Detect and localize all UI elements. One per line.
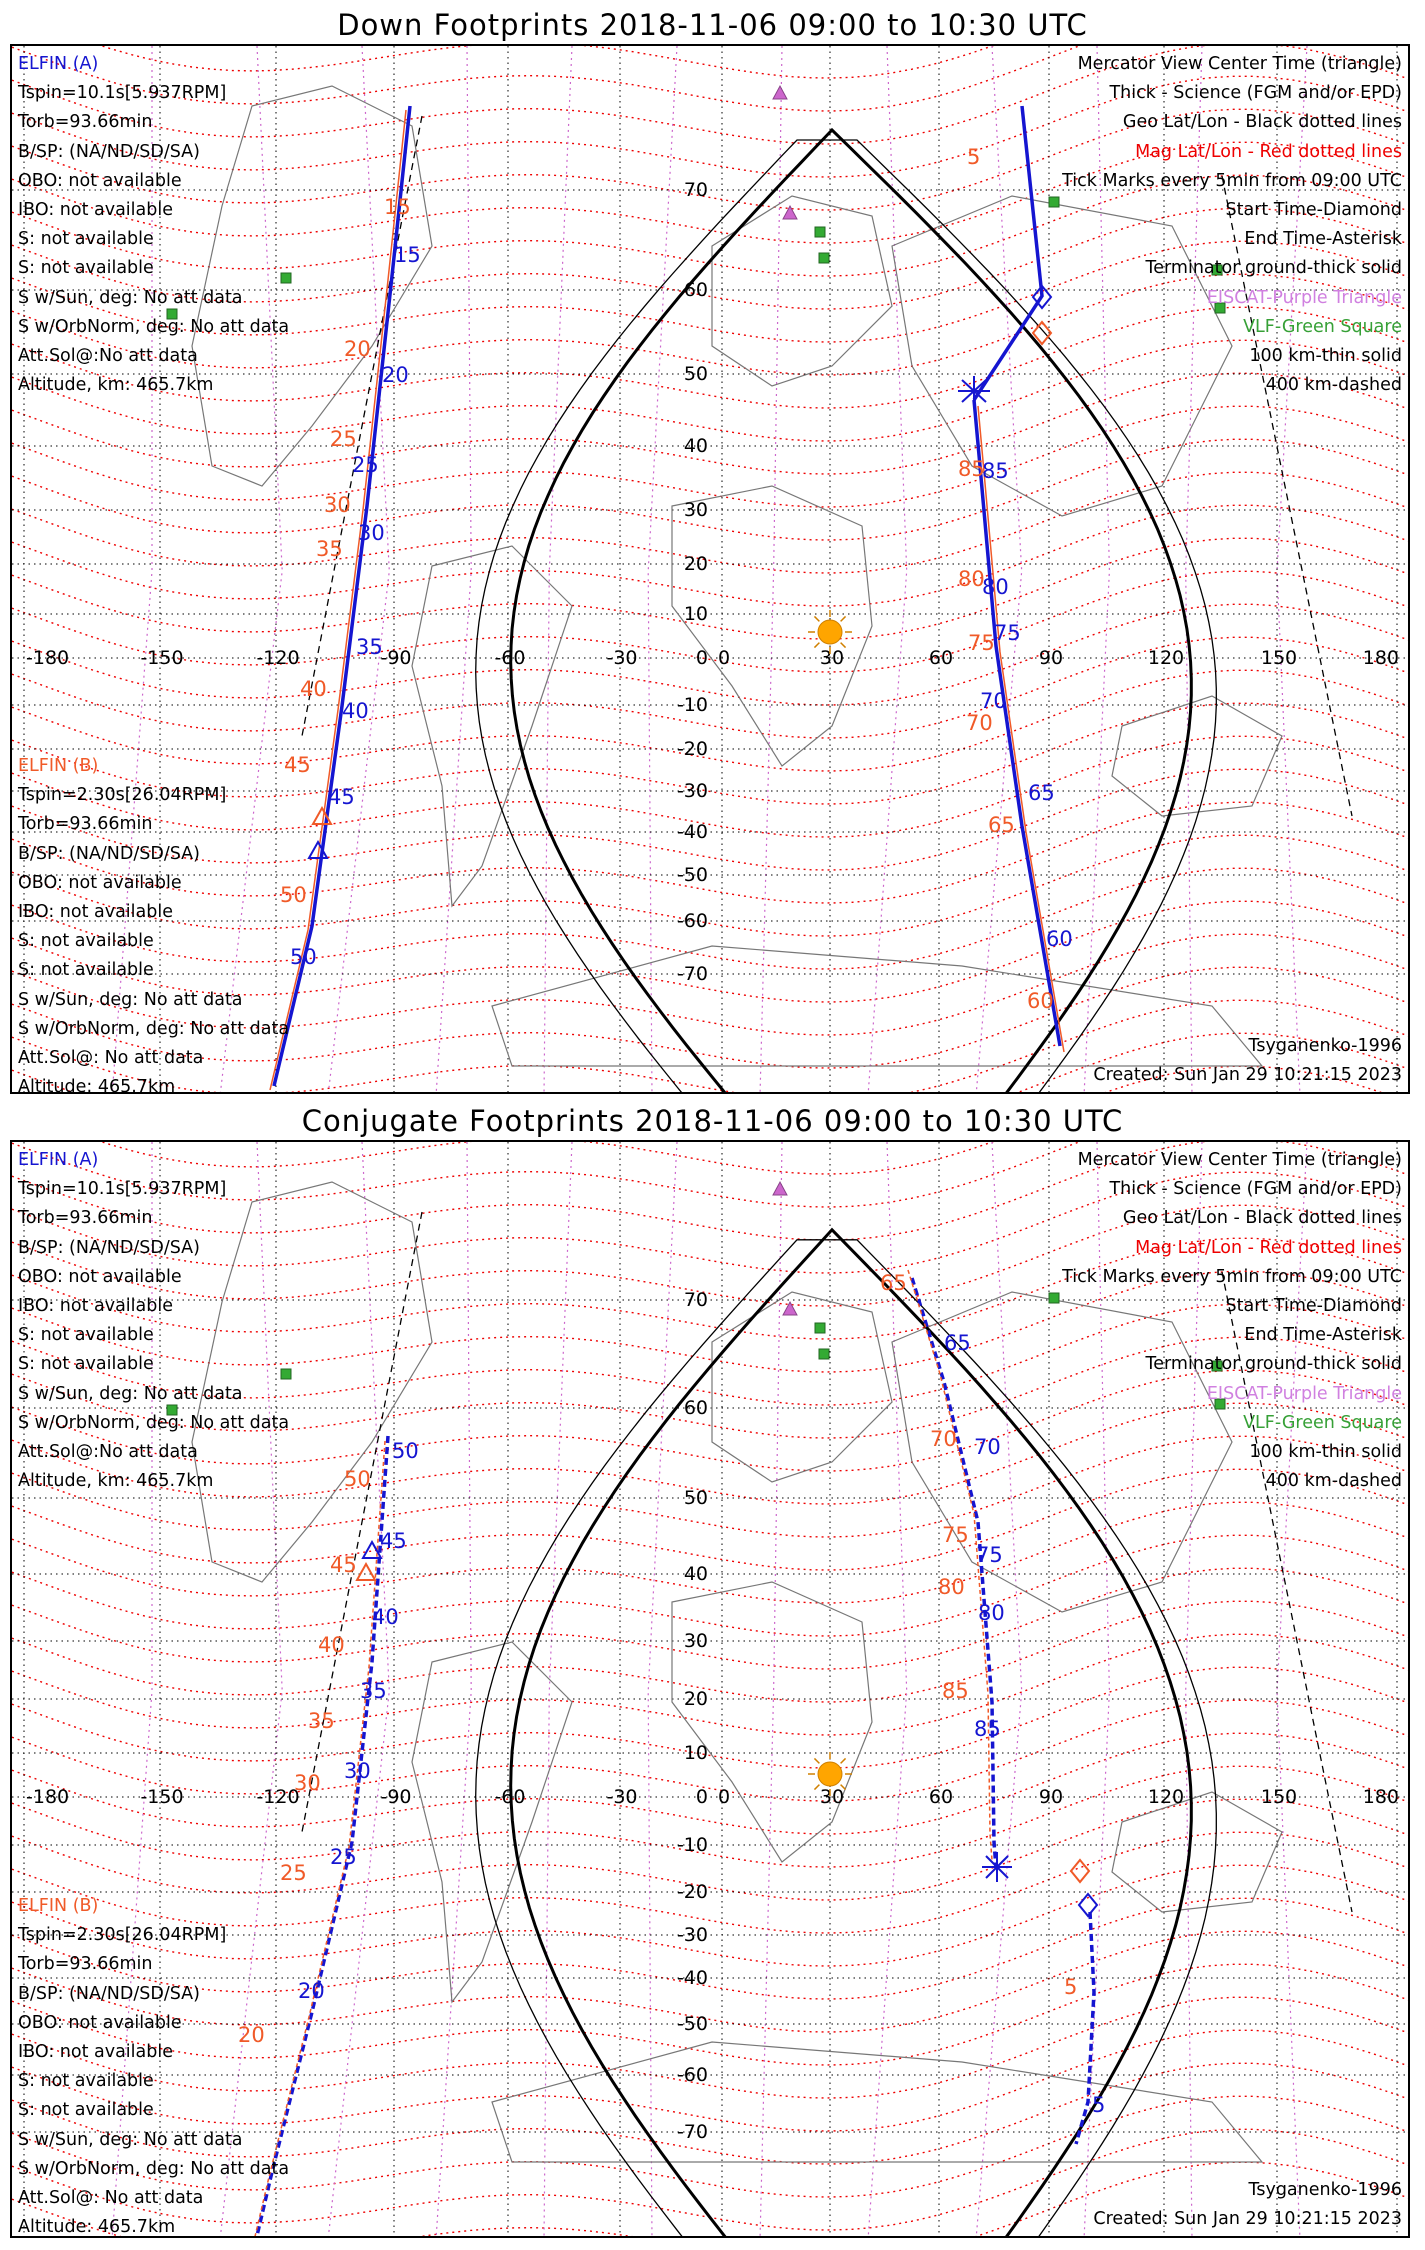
legend-start-time: Start Time-Diamond: [1225, 1296, 1402, 1317]
lat-tick-label: -30: [676, 780, 708, 802]
elfin-b-s-sun: S w/Sun, deg: No att data: [18, 2129, 243, 2150]
lon-tick-label: -60: [494, 647, 526, 669]
lat-tick-label: 30: [683, 499, 708, 521]
lon-tick-label: 180: [1362, 647, 1399, 669]
elfin-b-info: [18, 752, 289, 1094]
mag-lat-line: [12, 1535, 1410, 1636]
track-tick-label: 75: [942, 1523, 969, 1547]
elfin-a-ibo: IBO: not available: [18, 200, 173, 221]
track-tick-label: 15: [394, 243, 421, 267]
legend-view-center: Mercator View Center Time (triangle): [1077, 54, 1402, 74]
lon-tick-label: -60: [494, 1786, 526, 1808]
elfin-a-obo: OBO: not available: [18, 1266, 182, 1287]
mag-lat-line: [12, 1799, 1410, 1900]
track-tick-label: 70: [974, 1435, 1001, 1459]
mag-lon-line: [544, 1142, 572, 2238]
elfin-a-label: ELFIN (A): [18, 1150, 99, 1170]
elfin-b-center-triangle-icon: [357, 1564, 375, 1580]
track-tick-label: 40: [300, 677, 327, 701]
elfin-a-tspin: Tspin=10.1s[5.937RPM]: [18, 1179, 227, 1200]
track-tick-label: 40: [342, 699, 369, 723]
track-tick-label: 80: [958, 567, 985, 591]
mag-lon-line: [868, 1142, 907, 2238]
sun-icon: [818, 1762, 842, 1786]
mag-lat-line: [12, 1601, 1410, 1702]
lat-tick-label: -70: [676, 963, 708, 985]
elfin-b-torb: Torb=93.66min: [18, 1954, 153, 1975]
elfin-a-altitude: Altitude, km: 465.7km: [18, 1471, 214, 1492]
mag-lat-line: [12, 637, 1410, 738]
vlf-square-icon: [1049, 1293, 1059, 1303]
lat-tick-label: 30: [683, 1630, 708, 1652]
elfin-a-ibo: IBO: not available: [18, 1296, 173, 1317]
elfin-a-info: [18, 50, 289, 400]
lon-tick-label: 120: [1147, 1786, 1185, 1808]
track-tick-label: 5: [1064, 1975, 1078, 1999]
legend-mag-grid: Mag Lat/Lon - Red dotted lines: [1135, 1237, 1402, 1258]
elfin-b-torb: Torb=93.66min: [18, 814, 153, 835]
eiscat-triangle-icon: [783, 206, 797, 219]
lat-tick-label: -60: [676, 2064, 708, 2086]
track-tick-label: 40: [372, 1605, 399, 1629]
legend-vlf: VLF-Green Square: [1243, 316, 1402, 337]
lat-tick-label: -50: [676, 2013, 708, 2035]
elfin-a-s-sun: S w/Sun, deg: No att data: [18, 1383, 243, 1404]
elfin-a-label: ELFIN (A): [18, 54, 99, 74]
elfin-a-obo: OBO: not available: [18, 170, 182, 191]
legend-mag-grid: Mag Lat/Lon - Red dotted lines: [1135, 141, 1402, 162]
lon-tick-label: -90: [380, 647, 412, 669]
track-tick-label: 85: [982, 459, 1009, 483]
vlf-square-icon: [819, 253, 829, 263]
lat-tick-label: 60: [683, 279, 708, 301]
created-date: Created: Sun Jan 29 10:21:15 2023: [1093, 1065, 1402, 1086]
lat-tick-label: 70: [683, 1289, 708, 1311]
eiscat-triangle-icon: [773, 86, 787, 99]
legend-geo-grid: Geo Lat/Lon - Black dotted lines: [1122, 112, 1402, 133]
track-tick-label: 65: [880, 1271, 907, 1295]
legend-tick-marks: Tick Marks every 5min from 09:00 UTC: [1062, 170, 1402, 191]
track-tick-label: 25: [280, 1861, 307, 1885]
lon-tick-label: -150: [140, 1786, 184, 1808]
elfin-a-s2: S: not available: [18, 1354, 154, 1375]
model-credit: [1093, 2176, 1402, 2234]
panel-conjugate-title: Conjugate Footprints 2018-11-06 09:00 to 10:30 UTC: [301, 1104, 1124, 1138]
elfin-a-s2: S: not available: [18, 258, 154, 279]
track-tick-label: 50: [392, 1439, 419, 1463]
continent-outline: [672, 486, 872, 766]
elfin-a-s-orbnorm: S w/OrbNorm, deg: No att data: [18, 316, 290, 337]
eiscat-triangle-icon: [773, 1182, 787, 1195]
lat-tick-label: 20: [683, 1688, 708, 1710]
vlf-square-icon: [815, 1323, 825, 1333]
lon-tick-label: 60: [928, 1786, 954, 1808]
track-tick-label: 70: [930, 1427, 957, 1451]
vlf-square-icon: [819, 1349, 829, 1359]
lat-tick-label: 70: [683, 179, 708, 201]
track-tick-label: 15: [384, 195, 411, 219]
lat-tick-label: 0: [695, 1786, 708, 1808]
track-tick-label: 25: [330, 427, 357, 451]
elfin-a-s1: S: not available: [18, 1325, 154, 1346]
track-tick-label: 75: [968, 631, 995, 655]
lon-tick-label: 150: [1260, 1786, 1298, 1808]
legend-view-center: Mercator View Center Time (triangle): [1077, 1150, 1402, 1170]
elfin-a-bsp: B/SP: (NA/ND/SD/SA): [18, 1237, 200, 1258]
track-tick-label: 45: [284, 753, 311, 777]
track-tick-label: 25: [352, 453, 379, 477]
vlf-square-icon: [1049, 197, 1059, 207]
lon-tick-label: 90: [1038, 647, 1064, 669]
mag-lat-line: [12, 1700, 1410, 1801]
elfin-b-tspin: Tspin=2.30s[26.04RPM]: [18, 785, 227, 806]
lat-tick-label: -50: [676, 864, 708, 886]
lat-tick-label: 0: [695, 647, 708, 669]
lon-tick-label: 60: [928, 647, 954, 669]
elfin-a-bsp: B/SP: (NA/ND/SD/SA): [18, 141, 200, 162]
elfin-b-tspin: Tspin=2.30s[26.04RPM]: [18, 1925, 227, 1946]
track-tick-label: 70: [980, 689, 1007, 713]
track-tick-label: 80: [978, 1601, 1005, 1625]
lat-tick-label: 40: [683, 435, 708, 457]
lat-tick-label: 10: [683, 603, 708, 625]
sun-ray: [814, 616, 819, 621]
elfin-b-s-orbnorm: S w/OrbNorm, deg: No att data: [18, 2158, 290, 2179]
track-tick-label: 60: [1046, 927, 1073, 951]
track-tick-label: 20: [298, 1979, 325, 2003]
sun-icon: [818, 620, 842, 644]
continent-outline: [492, 2042, 1262, 2162]
track-tick-label: 75: [994, 621, 1021, 645]
elfin-a-track-east: [912, 1278, 996, 1868]
lat-tick-label: 20: [683, 553, 708, 575]
lat-tick-label: 50: [683, 363, 708, 385]
panel-conjugate: [10, 1140, 1410, 2238]
sun-ray: [841, 1758, 846, 1763]
track-tick-label: 65: [944, 1331, 971, 1355]
lon-tick-label: 0: [717, 647, 731, 669]
mag-lat-line: [12, 1568, 1410, 1669]
elfin-b-label: ELFIN (B): [18, 756, 99, 776]
elfin-a-s-sun: S w/Sun, deg: No att data: [18, 287, 243, 308]
terminator-400km-west: [302, 1212, 422, 1832]
lat-tick-label: -20: [676, 738, 708, 760]
track-tick-label: 80: [938, 1575, 965, 1599]
lat-tick-label: -40: [676, 821, 708, 843]
created-date: Created: Sun Jan 29 10:21:15 2023: [1093, 2209, 1402, 2230]
elfin-b-info: [18, 1892, 289, 2238]
continent-outline: [712, 196, 892, 386]
track-tick-label: 80: [982, 575, 1009, 599]
lon-tick-label: 90: [1038, 1786, 1064, 1808]
track-tick-label: 70: [966, 711, 993, 735]
track-tick-label: 20: [238, 2023, 265, 2047]
elfin-b-track-west: [270, 110, 406, 1090]
continent-outline: [672, 1582, 872, 1862]
sun-ray: [814, 1758, 819, 1763]
legend-terminator: Terminator ground-thick solid: [1145, 258, 1402, 279]
lat-tick-label: -10: [676, 694, 708, 716]
lat-tick-label: 10: [683, 1742, 708, 1764]
elfin-a-s1: S: not available: [18, 229, 154, 250]
elfin-a-s-orbnorm: S w/OrbNorm, deg: No att data: [18, 1412, 290, 1433]
legend-end-time: End Time-Asterisk: [1244, 1325, 1402, 1346]
track-tick-label: 30: [294, 1771, 321, 1795]
track-tick-label: 75: [976, 1543, 1003, 1567]
elfin-b-ibo: IBO: not available: [18, 902, 173, 923]
eiscat-triangle-icon: [783, 1302, 797, 1315]
elfin-b-altitude: Altitude: 465.7km: [18, 2217, 176, 2238]
track-tick-label: 5: [1092, 2093, 1106, 2117]
lon-tick-label: -150: [140, 647, 184, 669]
elfin-b-label: ELFIN (B): [18, 1896, 99, 1916]
mag-lat-line: [12, 1634, 1410, 1735]
track-tick-label: 35: [308, 1709, 335, 1733]
lon-tick-label: -90: [380, 1786, 412, 1808]
model-name: Tsyganenko-1996: [1248, 2180, 1402, 2200]
lon-tick-label: -120: [256, 647, 300, 669]
continent-outline: [1112, 1792, 1282, 1912]
elfin-b-attsol: Att.Sol@: No att data: [18, 2188, 204, 2209]
elfin-a-torb: Torb=93.66min: [18, 1208, 153, 1229]
lat-tick-label: -10: [676, 1834, 708, 1856]
track-tick-label: 45: [330, 1553, 357, 1577]
panel-down: [10, 44, 1410, 1094]
elfin-b-obo: OBO: not available: [18, 2012, 182, 2033]
legend-400km: 400 km-dashed: [1265, 1471, 1402, 1492]
elfin-a-attsol: Att.Sol@:No att data: [18, 1442, 198, 1463]
vlf-square-icon: [815, 227, 825, 237]
track-tick-label: 20: [344, 337, 371, 361]
track-tick-label: 85: [958, 457, 985, 481]
elfin-b-obo: OBO: not available: [18, 872, 182, 893]
legend-eiscat: EISCAT-Purple Triangle: [1206, 287, 1402, 308]
panel-down-title: Down Footprints 2018-11-06 09:00 to 10:30 UTC: [337, 8, 1088, 42]
mag-lat-line: [12, 472, 1410, 573]
elfin-a-track-east-north: [974, 106, 1042, 400]
lon-tick-label: 30: [819, 1786, 845, 1808]
legend-start-time: Start Time-Diamond: [1225, 200, 1402, 221]
legend-thick-science: Thick - Science (FGM and/or EPD): [1109, 1179, 1402, 1200]
continent-outline: [412, 546, 572, 906]
lat-tick-label: 40: [683, 1563, 708, 1585]
track-tick-label: 65: [988, 813, 1015, 837]
lon-tick-label: 30: [819, 647, 845, 669]
track-tick-label: 30: [344, 1759, 371, 1783]
elfin-b-attsol: Att.Sol@: No att data: [18, 1048, 204, 1069]
elfin-b-s-orbnorm: S w/OrbNorm, deg: No att data: [18, 1018, 290, 1039]
legend-vlf: VLF-Green Square: [1243, 1412, 1402, 1433]
mag-lat-line: [12, 604, 1410, 705]
legend-eiscat: EISCAT-Purple Triangle: [1206, 1383, 1402, 1404]
track-tick-label: 50: [344, 1467, 371, 1491]
mag-lon-line: [544, 46, 572, 1094]
lon-tick-label: -30: [606, 647, 638, 669]
mag-lat-line: [12, 505, 1410, 606]
continent-outline: [1112, 696, 1282, 816]
lon-tick-label: -180: [26, 1786, 70, 1808]
track-tick-label: 40: [318, 1633, 345, 1657]
lat-tick-label: -40: [676, 1967, 708, 1989]
mag-lat-line: [12, 1733, 1410, 1834]
continent-outline: [712, 1292, 892, 1482]
mag-lon-line: [648, 1142, 677, 2238]
lon-tick-label: 180: [1362, 1786, 1399, 1808]
sun-ray: [814, 1785, 819, 1790]
elfin-b-altitude: Altitude: 465.7km: [18, 1077, 176, 1094]
mag-lon-line: [976, 1142, 1022, 2238]
track-tick-label: 35: [356, 635, 383, 659]
track-tick-label: 35: [360, 1679, 387, 1703]
legend-tick-marks: Tick Marks every 5min from 09:00 UTC: [1062, 1266, 1402, 1287]
track-tick-label: 5: [967, 145, 981, 169]
elfin-a-info: [18, 1146, 289, 1496]
model-credit: [1093, 1032, 1402, 1090]
elfin-b-ibo: IBO: not available: [18, 2042, 173, 2063]
track-tick-label: 50: [290, 945, 317, 969]
elfin-a-altitude: Altitude, km: 465.7km: [18, 375, 214, 396]
elfin-b-s1: S: not available: [18, 2071, 154, 2092]
lon-tick-label: 120: [1147, 647, 1185, 669]
elfin-b-s2: S: not available: [18, 960, 154, 981]
lat-tick-label: -30: [676, 1924, 708, 1946]
model-name: Tsyganenko-1996: [1248, 1036, 1402, 1056]
legend-geo-grid: Geo Lat/Lon - Black dotted lines: [1122, 1208, 1402, 1229]
lat-tick-label: 50: [683, 1487, 708, 1509]
elfin-a-track-west: [274, 106, 410, 1086]
track-tick-label: 85: [942, 1679, 969, 1703]
lat-tick-label: 60: [683, 1397, 708, 1419]
lon-tick-label: 0: [717, 1786, 731, 1808]
track-tick-label: 30: [324, 493, 351, 517]
elfin-a-torb: Torb=93.66min: [18, 112, 153, 133]
elfin-b-bsp: B/SP: (NA/ND/SD/SA): [18, 843, 200, 864]
track-tick-label: 65: [1028, 781, 1055, 805]
lat-tick-label: -20: [676, 1881, 708, 1903]
continent-outline: [412, 1642, 572, 2002]
mag-lat-line: [12, 1502, 1410, 1603]
lon-tick-label: -120: [256, 1786, 300, 1808]
lon-tick-label: -180: [26, 647, 70, 669]
legend-end-time: End Time-Asterisk: [1244, 229, 1402, 250]
mag-lat-line: [12, 406, 1410, 507]
legend: [1062, 50, 1402, 400]
lat-tick-label: -70: [676, 2121, 708, 2143]
track-tick-label: 30: [358, 521, 385, 545]
legend-100km: 100 km-thin solid: [1249, 346, 1402, 367]
track-tick-label: 50: [280, 883, 307, 907]
track-tick-label: 85: [974, 1717, 1001, 1741]
mag-lat-line: [12, 1766, 1410, 1867]
sun-ray: [841, 616, 846, 621]
legend: [1062, 1146, 1402, 1496]
legend-100km: 100 km-thin solid: [1249, 1442, 1402, 1463]
lon-tick-label: -30: [606, 1786, 638, 1808]
lat-tick-label: -60: [676, 910, 708, 932]
elfin-b-s-sun: S w/Sun, deg: No att data: [18, 989, 243, 1010]
elfin-a-tspin: Tspin=10.1s[5.937RPM]: [18, 83, 227, 104]
elfin-a-attsol: Att.Sol@:No att data: [18, 346, 198, 367]
legend-400km: 400 km-dashed: [1265, 375, 1402, 396]
track-tick-label: 20: [382, 363, 409, 387]
mag-lon-line: [648, 46, 677, 1094]
track-tick-label: 45: [380, 1529, 407, 1553]
track-tick-label: 35: [316, 537, 343, 561]
track-tick-label: 60: [1027, 989, 1054, 1013]
legend-terminator: Terminator ground-thick solid: [1145, 1354, 1402, 1375]
elfin-b-s1: S: not available: [18, 931, 154, 952]
elfin-b-s2: S: not available: [18, 2100, 154, 2121]
mag-lat-line: [12, 439, 1410, 540]
track-tick-label: 45: [328, 785, 355, 809]
track-tick-label: 25: [330, 1845, 357, 1869]
elfin-b-bsp: B/SP: (NA/ND/SD/SA): [18, 1983, 200, 2004]
lon-tick-label: 150: [1260, 647, 1298, 669]
sun-ray: [814, 643, 819, 648]
elfin-b-start-diamond-icon: [1071, 1860, 1089, 1882]
legend-thick-science: Thick - Science (FGM and/or EPD): [1109, 83, 1402, 104]
